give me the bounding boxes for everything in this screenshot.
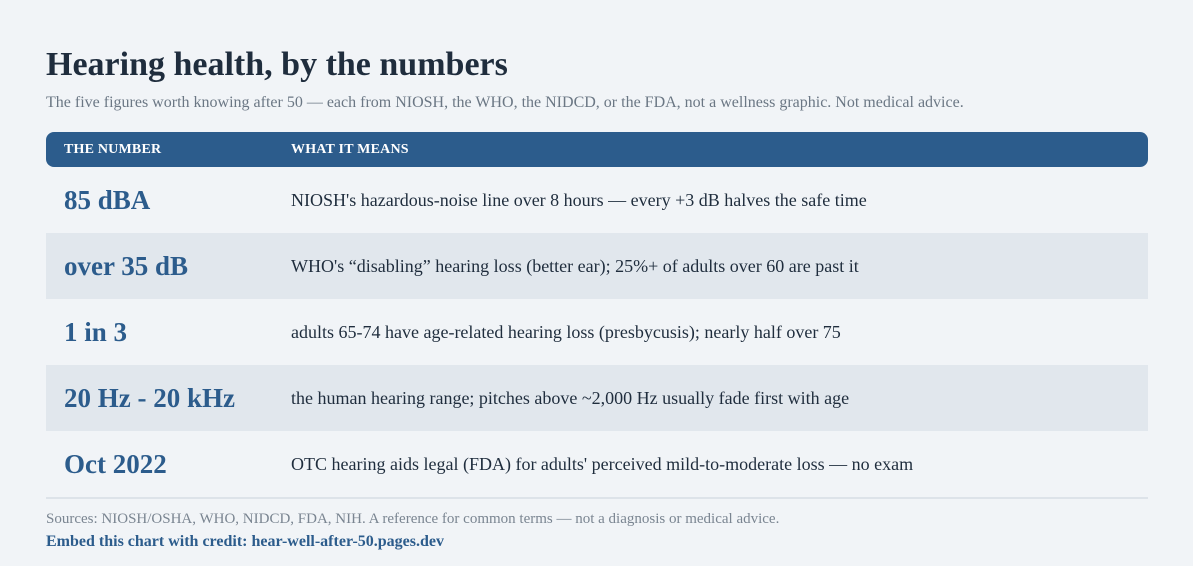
row-number: Oct 2022	[64, 448, 167, 479]
numbers-table	[46, 132, 1148, 497]
sources-note: Sources: NIOSH/OSHA, WHO, NIDCD, FDA, NIH. A reference for common terms — not a diagnosis or medical advice.	[46, 511, 780, 527]
page-subtitle: The five figures worth knowing after 50 — each from NIOSH, the WHO, the NIDCD, or the FDA, not a wellness graphic. Not medical advice.	[46, 94, 964, 111]
header-meaning: WHAT IT MEANS	[291, 141, 409, 157]
table-row	[46, 365, 1148, 431]
row-number: 85 dBA	[64, 184, 151, 215]
header-number: THE NUMBER	[64, 141, 162, 157]
row-meaning: adults 65-74 have age-related hearing loss (presbycusis); nearly half over 75	[291, 321, 841, 342]
table-header	[46, 132, 1148, 167]
row-meaning: OTC hearing aids legal (FDA) for adults' perceived mild-to-moderate loss — no exam	[291, 453, 914, 474]
row-meaning: NIOSH's hazardous-noise line over 8 hours — every +3 dB halves the safe time	[291, 189, 867, 210]
row-number: 20 Hz - 20 kHz	[64, 382, 235, 413]
row-number: over 35 dB	[64, 250, 189, 281]
table-row	[46, 431, 1148, 497]
row-meaning: the human hearing range; pitches above ~2,000 Hz usually fade first with age	[291, 387, 850, 408]
table-row	[46, 167, 1148, 233]
infographic	[46, 44, 1148, 552]
table-row	[46, 299, 1148, 365]
row-meaning: WHO's “disabling” hearing loss (better ear); 25%+ of adults over 60 are past it	[291, 255, 859, 276]
row-number: 1 in 3	[64, 316, 128, 347]
footer-divider	[46, 497, 1148, 499]
table-row	[46, 233, 1148, 299]
embed-credit: Embed this chart with credit: hear-well-after-50.pages.dev	[46, 533, 444, 550]
page-title: Hearing health, by the numbers	[46, 46, 508, 83]
